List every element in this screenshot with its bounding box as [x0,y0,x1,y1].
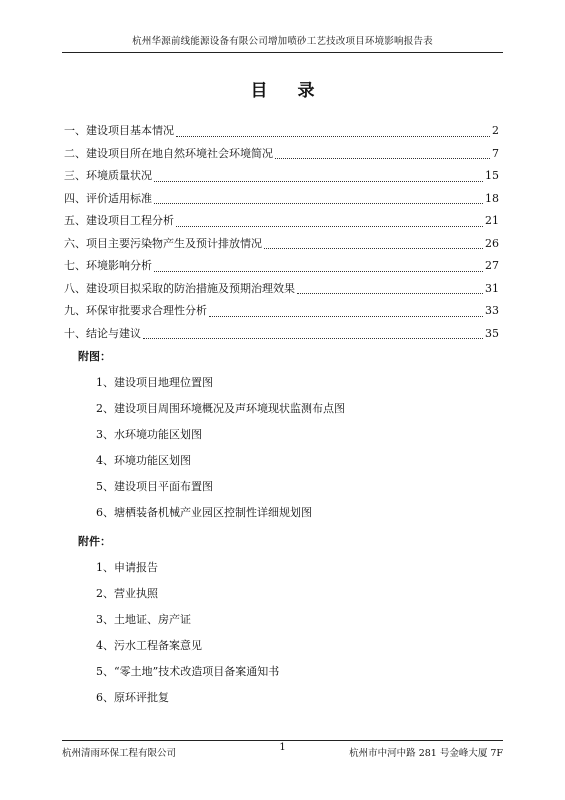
toc-entry-page: 27 [485,259,499,272]
toc-entry[interactable] [64,255,499,278]
toc-entry-page: 26 [485,236,499,250]
page-footer [62,740,503,761]
footer-address: 杭州市中河中路 281 号金峰大厦 7F [349,748,503,759]
footer-company: 杭州清雨环保工程有限公司 [62,748,177,759]
toc-leader-dots [209,315,483,317]
toc-entry-page: 31 [485,281,499,295]
attachment-list-item: 4、污水工程备案意见 [96,639,202,652]
page-number: 1 [279,742,286,753]
figures-heading: 附图： [78,350,111,363]
toc-leader-dots [176,225,483,227]
table-of-contents [64,120,499,345]
attachment-list-item: 2、营业执照 [96,587,158,600]
figure-list-item: 6、塘栖装备机械产业园区控制性详细规划图 [96,506,312,519]
toc-entry[interactable] [64,165,499,188]
toc-entry-page: 7 [492,146,499,160]
toc-entry-label: 七、环境影响分析 [64,259,152,272]
toc-entry-label: 四、评价适用标准 [64,191,152,205]
toc-leader-dots [154,180,483,182]
attachments-heading: 附件： [78,535,111,548]
toc-leader-dots [264,247,483,249]
toc-leader-dots [275,157,490,159]
toc-leader-dots [143,337,483,339]
attachment-list-item: 3、土地证、房产证 [96,613,191,626]
toc-entry[interactable] [64,143,499,166]
figure-list-item: 5、建设项目平面布置图 [96,480,213,493]
toc-leader-dots [297,292,483,294]
toc-entry[interactable] [64,323,499,346]
toc-entry-label: 十、结论与建议 [64,326,141,340]
figure-list-item: 1、建设项目地理位置图 [96,376,213,389]
toc-entry-page: 18 [485,191,499,205]
toc-entry-label: 九、环保审批要求合理性分析 [64,304,207,317]
toc-entry-label: 二、建设项目所在地自然环境社会环境简况 [64,146,273,160]
attachment-list-item: 6、原环评批复 [96,691,169,704]
toc-entry-label: 八、建设项目拟采取的防治措施及预期治理效果 [64,281,295,295]
toc-entry-label: 五、建设项目工程分析 [64,214,174,227]
figure-list-item: 4、环境功能区划图 [96,454,191,467]
toc-entry-label: 一、建设项目基本情况 [64,124,174,137]
toc-leader-dots [176,135,490,137]
toc-entry-label: 六、项目主要污染物产生及预计排放情况 [64,236,262,250]
toc-entry[interactable] [64,120,499,143]
toc-entry-page: 15 [485,169,499,182]
figure-list-item: 3、水环境功能区划图 [96,428,202,441]
toc-entry[interactable] [64,300,499,323]
toc-leader-dots [154,202,483,204]
attachment-list-item: 1、申请报告 [96,561,158,574]
toc-entry[interactable] [64,210,499,233]
toc-entry[interactable] [64,188,499,211]
toc-entry-page: 21 [485,214,499,227]
toc-entry-page: 33 [485,304,499,317]
figure-list-item: 2、建设项目周围环境概况及声环境现状监测布点图 [96,402,345,415]
page-title: 目 录 [250,81,327,101]
toc-entry[interactable] [64,233,499,256]
toc-entry-page: 2 [492,124,499,137]
toc-entry[interactable] [64,278,499,301]
page-header [62,34,503,53]
attachment-list-item: 5、“零土地”技术改造项目备案通知书 [96,665,280,678]
toc-entry-page: 35 [485,326,499,340]
toc-entry-label: 三、环境质量状况 [64,169,152,182]
toc-leader-dots [154,270,483,272]
header-title: 杭州华源前线能源设备有限公司增加喷砂工艺技改项目环境影响报告表 [132,36,433,47]
